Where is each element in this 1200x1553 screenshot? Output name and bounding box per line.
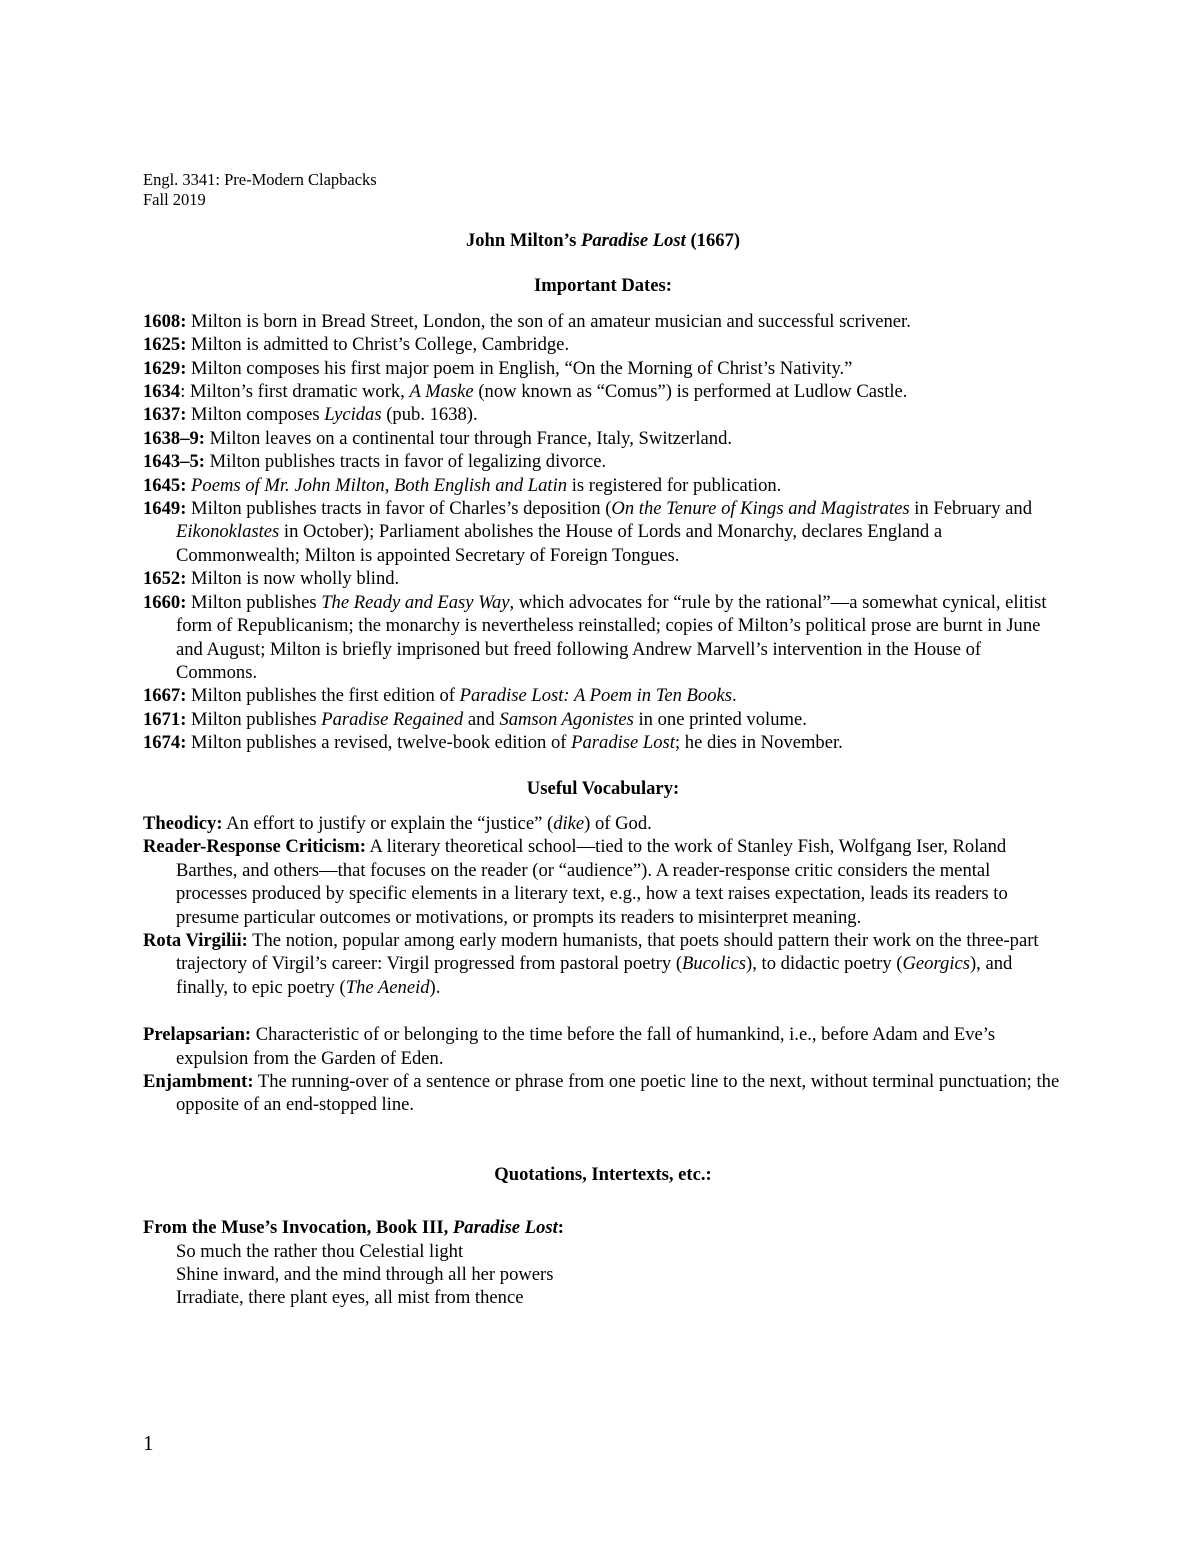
entry-text: Milton is born in Bread Street, London, the son of an amateur musician and successful scrivener.	[186, 310, 911, 332]
list-item	[143, 333, 1063, 356]
course-title: Engl. 3341: Pre-Modern Clapbacks	[143, 170, 377, 189]
entry-text: Milton publishes a revised, twelve-book edition of	[186, 732, 572, 754]
vocab-list	[143, 812, 1063, 1117]
italic-title: Paradise Regained	[321, 708, 464, 730]
italic-title: The Ready and Easy Way	[321, 591, 510, 613]
list-item	[143, 450, 1063, 473]
date-year: 1638–9:	[143, 427, 205, 449]
entry-text: Milton publishes	[186, 708, 322, 730]
entry-text: Milton publishes tracts in favor of Charles’s deposition (	[186, 498, 612, 520]
vocab-term: Reader-Response Criticism:	[143, 836, 366, 858]
date-year: 1634	[143, 381, 181, 403]
entry-text: ; he dies in November.	[674, 732, 843, 754]
vocab-heading: Useful Vocabulary:	[526, 777, 680, 799]
entry-text: Milton composes his first major poem in English, “On the Morning of Christ’s Nativity.”	[186, 357, 853, 379]
list-item	[143, 403, 1063, 426]
date-year: 1643–5:	[143, 451, 205, 473]
entry-text: A literary theoretical school—tied to the work of Stanley Fish, Wolfgang Iser, Roland Barthes, and others—that focuses on the reader (or “audience”). A reader-response critic considers the mental processes produced by specific elements in a literary text, e.g., how a text raises expectation, leads its readers to presume particular outcomes or motivations, or prompts its readers to misinterpret meaning.	[176, 836, 1008, 928]
list-item	[143, 497, 1063, 567]
document-page	[143, 170, 1063, 1310]
dates-list	[143, 310, 1063, 755]
entry-text: Milton publishes the first edition of	[186, 685, 460, 707]
list-item	[143, 567, 1063, 590]
list-item	[143, 929, 1063, 999]
entry-text: ) of God.	[584, 812, 652, 834]
list-item	[143, 357, 1063, 380]
italic-title: Bucolics	[682, 953, 747, 975]
spacer	[143, 999, 1063, 1023]
entry-text: Milton publishes	[186, 591, 322, 613]
date-year: 1652:	[143, 568, 187, 590]
list-item	[143, 731, 1063, 754]
italic-title: Paradise Lost: A Poem in Ten Books	[459, 685, 732, 707]
list-item	[143, 310, 1063, 333]
title-year: (1667)	[690, 230, 741, 251]
entry-text: Milton is now wholly blind.	[186, 568, 400, 590]
term: Fall 2019	[143, 190, 206, 209]
dates-heading: Important Dates:	[534, 275, 672, 297]
entry-text: in October); Parliament abolishes the House of Lords and Monarchy, declares England a Commonwealth; Milton is appointed Secretary of Foreign Tongues.	[176, 521, 943, 566]
list-item	[143, 684, 1063, 707]
entry-text: The running-over of a sentence or phrase from one poetic line to the next, without terminal punctuation; the opposite of an end-stopped line.	[176, 1071, 1060, 1116]
date-year: 1637:	[143, 404, 187, 426]
poem-line: So much the rather thou Celestial light	[176, 1240, 464, 1262]
entry-text: ), to didactic poetry (	[746, 953, 903, 975]
italic-title: The Aeneid	[345, 976, 430, 998]
list-item	[143, 380, 1063, 403]
title-work: Paradise Lost	[580, 230, 686, 251]
vocab-term: Enjambment:	[143, 1071, 254, 1092]
italic-title: Lycidas	[324, 404, 382, 426]
poem-line: Irradiate, there plant eyes, all mist from thence	[176, 1287, 524, 1309]
list-item	[143, 591, 1063, 685]
quotation-source-prefix: From the Muse’s Invocation, Book III,	[143, 1217, 453, 1239]
italic-title: On the Tenure of Kings and Magistrates	[611, 498, 910, 520]
vocab-term: Theodicy:	[143, 812, 223, 834]
entry-text: Milton leaves on a continental tour through France, Italy, Switzerland.	[204, 427, 733, 449]
entry-text: ), and finally, to epic poetry (	[176, 953, 1013, 998]
date-year: 1674:	[143, 732, 187, 754]
quotation-source-suffix: :	[557, 1217, 564, 1239]
list-item	[143, 474, 1063, 497]
italic-title: A Maske	[409, 381, 474, 403]
italic-title: Eikonoklastes	[176, 521, 280, 543]
italic-title: Poems of Mr. John Milton, Both English and Latin	[191, 474, 568, 496]
date-year: 1660:	[143, 591, 187, 613]
entry-text: in one printed volume.	[633, 708, 807, 730]
page-number: 1	[143, 1431, 154, 1455]
date-year: 1645:	[143, 474, 187, 496]
italic-title: Samson Agonistes	[499, 708, 634, 730]
entry-text: Milton is admitted to Christ’s College, Cambridge.	[186, 334, 570, 356]
vocab-term: Rota Virgilii:	[143, 929, 248, 951]
date-year: 1667:	[143, 685, 187, 707]
entry-text: Characteristic of or belonging to the time before the fall of humankind, i.e., before Adam and Eve’s expulsion from the Garden of Eden.	[176, 1024, 996, 1069]
date-year: 1629:	[143, 357, 187, 379]
title-author: John Milton’s	[465, 230, 577, 251]
entry-text: (now known as “Comus”) is performed at Ludlow Castle.	[473, 381, 908, 403]
entry-text: Milton publishes tracts in favor of legalizing divorce.	[204, 451, 607, 473]
entry-text: Milton composes	[186, 404, 325, 426]
italic-title: Georgics	[902, 953, 970, 975]
date-year: 1608:	[143, 310, 187, 332]
vocab-term: Prelapsarian:	[143, 1024, 252, 1046]
entry-text: , which advocates for “rule by the rational”—a somewhat cynical, elitist form of Republicanism; the monarchy is nevertheless reinstalled; copies of Milton’s political prose are burnt in June and August; Milton is briefly imprisoned but freed following Andrew Marvell’s intervention in the House of Commons.	[176, 591, 1047, 683]
entry-text: .	[731, 685, 737, 707]
entry-text: and	[463, 708, 500, 730]
list-item	[143, 812, 1063, 835]
entry-text: : Milton’s first dramatic work,	[180, 381, 410, 403]
list-item	[143, 1070, 1063, 1117]
quotation-lines	[143, 1240, 1063, 1310]
quotation-source-work: Paradise Lost	[452, 1217, 558, 1239]
list-item	[143, 835, 1063, 929]
list-item	[143, 427, 1063, 450]
page-title	[143, 229, 1063, 252]
quotations-heading: Quotations, Intertexts, etc.:	[494, 1163, 712, 1185]
entry-text: ).	[429, 976, 441, 998]
entry-text: is registered for publication.	[567, 474, 782, 496]
italic-title: dike	[553, 812, 585, 834]
entry-text: The notion, popular among early modern humanists, that poets should pattern their work on the three-part trajectory of Virgil’s career: Virgil progressed from pastoral poetry (	[176, 929, 1039, 975]
entry-text: (pub. 1638).	[381, 404, 478, 426]
list-item	[143, 708, 1063, 731]
date-year: 1649:	[143, 498, 187, 520]
date-year: 1625:	[143, 334, 187, 356]
poem-line: Shine inward, and the mind through all her powers	[176, 1264, 554, 1286]
date-year: 1671:	[143, 708, 187, 730]
quotation-source	[143, 1216, 1063, 1239]
entry-text: in February and	[909, 498, 1032, 520]
entry-text: An effort to justify or explain the “justice” (	[222, 812, 554, 834]
list-item	[143, 1023, 1063, 1070]
italic-title: Paradise Lost	[571, 732, 675, 754]
